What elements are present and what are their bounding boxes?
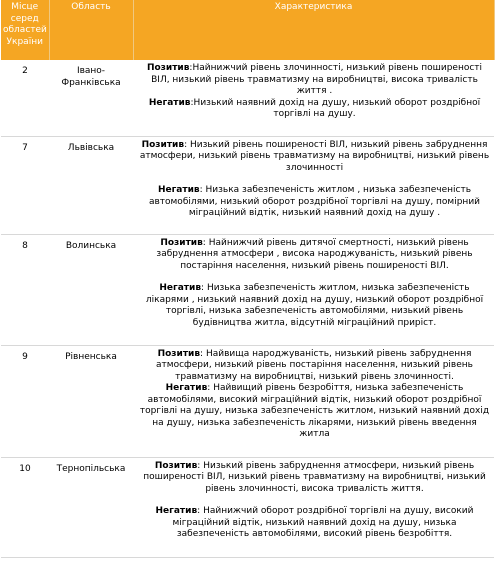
negative-separator: : bbox=[197, 506, 204, 516]
column-header-characteristics: Характеристика bbox=[133, 0, 494, 60]
negative-paragraph bbox=[139, 98, 490, 121]
rank-cell: 2 bbox=[1, 60, 49, 136]
characteristics-cell bbox=[133, 60, 494, 136]
rank-cell: 8 bbox=[1, 234, 49, 345]
positive-separator: : bbox=[200, 348, 206, 359]
column-header-rank: Місце серед областей України bbox=[1, 0, 49, 60]
table-row bbox=[1, 345, 494, 457]
characteristics-cell bbox=[133, 457, 494, 557]
region-cell: Волинська bbox=[49, 234, 133, 345]
region-cell: Львівська bbox=[49, 136, 133, 234]
negative-separator: : bbox=[199, 185, 206, 195]
region-cell: Тернопільська bbox=[49, 457, 133, 557]
rank-cell: 9 bbox=[1, 345, 49, 457]
region-cell: Рівненська bbox=[49, 345, 133, 457]
characteristics-cell bbox=[133, 136, 494, 234]
negative-label: Негатив bbox=[157, 185, 200, 195]
characteristics-cell bbox=[133, 234, 494, 345]
negative-text: Низька забезпеченість житлом , низька забезпеченість автомобілями, низький оборот роздрібної торгівлі на душу, помірний міграційний відтік, низький наявний дохід на душу . bbox=[148, 185, 481, 218]
regions-table bbox=[1, 0, 495, 558]
positive-paragraph bbox=[139, 238, 490, 273]
positive-label: Позитив bbox=[154, 460, 198, 471]
positive-label: Позитив bbox=[141, 139, 185, 150]
positive-text: Найнижчий рівень злочинності, низький рівень поширеності ВІЛ, низький рівень травматизму на виробництві, висока тривалість життя . bbox=[151, 63, 483, 96]
negative-label: Негатив bbox=[155, 506, 198, 516]
negative-separator: : bbox=[201, 283, 207, 293]
negative-paragraph bbox=[139, 383, 490, 441]
region-cell: Івано-Франківська bbox=[49, 60, 133, 136]
negative-label: Негатив bbox=[165, 383, 208, 393]
negative-text: Найнижчий оборот роздрібної торгівлі на душу, високий міграційний відтік, низький наявний дохід на душу, низька забезпеченість автомобілями, високий рівень безробіття. bbox=[172, 506, 474, 539]
negative-text: Найвищий рівень безробіття, низька забезпеченість автомобілями, високий міграційний відтік, низький оборот роздрібної торгівлі на душу, низька забезпеченість житлом, низький наявний дохід на душу, низька забезпеченість лікарями, низький рівень введення житла bbox=[139, 383, 490, 439]
negative-paragraph bbox=[139, 506, 490, 541]
negative-text: Низька забезпеченість житлом, низька забезпеченість лікарями , низький наявний дохід на душу, низький оборот роздрібної торгівлі, низька забезпеченість автомобілями, низький рівень будівництва житла, відсутній міграційний приріст. bbox=[145, 283, 484, 328]
positive-separator: : bbox=[202, 237, 209, 248]
positive-paragraph bbox=[139, 461, 490, 496]
table-row bbox=[1, 234, 494, 345]
negative-label: Негатив bbox=[148, 97, 191, 108]
negative-paragraph bbox=[139, 185, 490, 220]
table-row bbox=[1, 457, 494, 557]
positive-separator: : bbox=[197, 460, 204, 471]
positive-text: Найвища народжуваність, низький рівень забруднення атмосфери, низький рівень постаріння населення, низький рівень травматизму на виробництві, низький рівень злочинності. bbox=[156, 348, 473, 382]
positive-paragraph bbox=[139, 349, 490, 384]
characteristics-cell bbox=[133, 345, 494, 457]
rank-cell: 10 bbox=[1, 457, 49, 557]
positive-label: Позитив bbox=[146, 63, 190, 73]
positive-separator: : bbox=[189, 63, 193, 73]
positive-paragraph bbox=[139, 140, 490, 175]
positive-text: Низький рівень поширеності ВІЛ, низький рівень забруднення атмосфери, низький рівень травматизму на виробництві, низький рівень злочинності bbox=[139, 139, 490, 173]
rank-cell: 7 bbox=[1, 136, 49, 234]
table-row bbox=[1, 136, 494, 234]
column-header-region: Область bbox=[49, 0, 133, 60]
negative-text: Низький наявний дохід на душу, низький оборот роздрібної торгівлі на душу. bbox=[193, 97, 481, 119]
positive-text: Низький рівень забруднення атмосфери, низький рівень поширеності ВІЛ, низький рівень травматизму на виробництві, низький рівень злочинності, висока тривалість життя. bbox=[143, 460, 486, 494]
positive-separator: : bbox=[184, 139, 190, 150]
negative-separator: : bbox=[207, 383, 214, 393]
negative-label: Негатив bbox=[159, 283, 202, 293]
table-header-row bbox=[1, 0, 494, 60]
positive-label: Позитив bbox=[160, 237, 203, 248]
positive-paragraph bbox=[139, 63, 490, 98]
table-row bbox=[1, 60, 494, 136]
positive-text: Найнижчий рівень дитячої смертності, низький рівень забруднення атмосфери , висока народжуваність, низький рівень постаріння населення, низький рівень поширеності ВІЛ. bbox=[156, 237, 473, 271]
positive-label: Позитив bbox=[157, 348, 201, 359]
negative-separator: : bbox=[190, 97, 194, 108]
negative-paragraph bbox=[139, 283, 490, 329]
